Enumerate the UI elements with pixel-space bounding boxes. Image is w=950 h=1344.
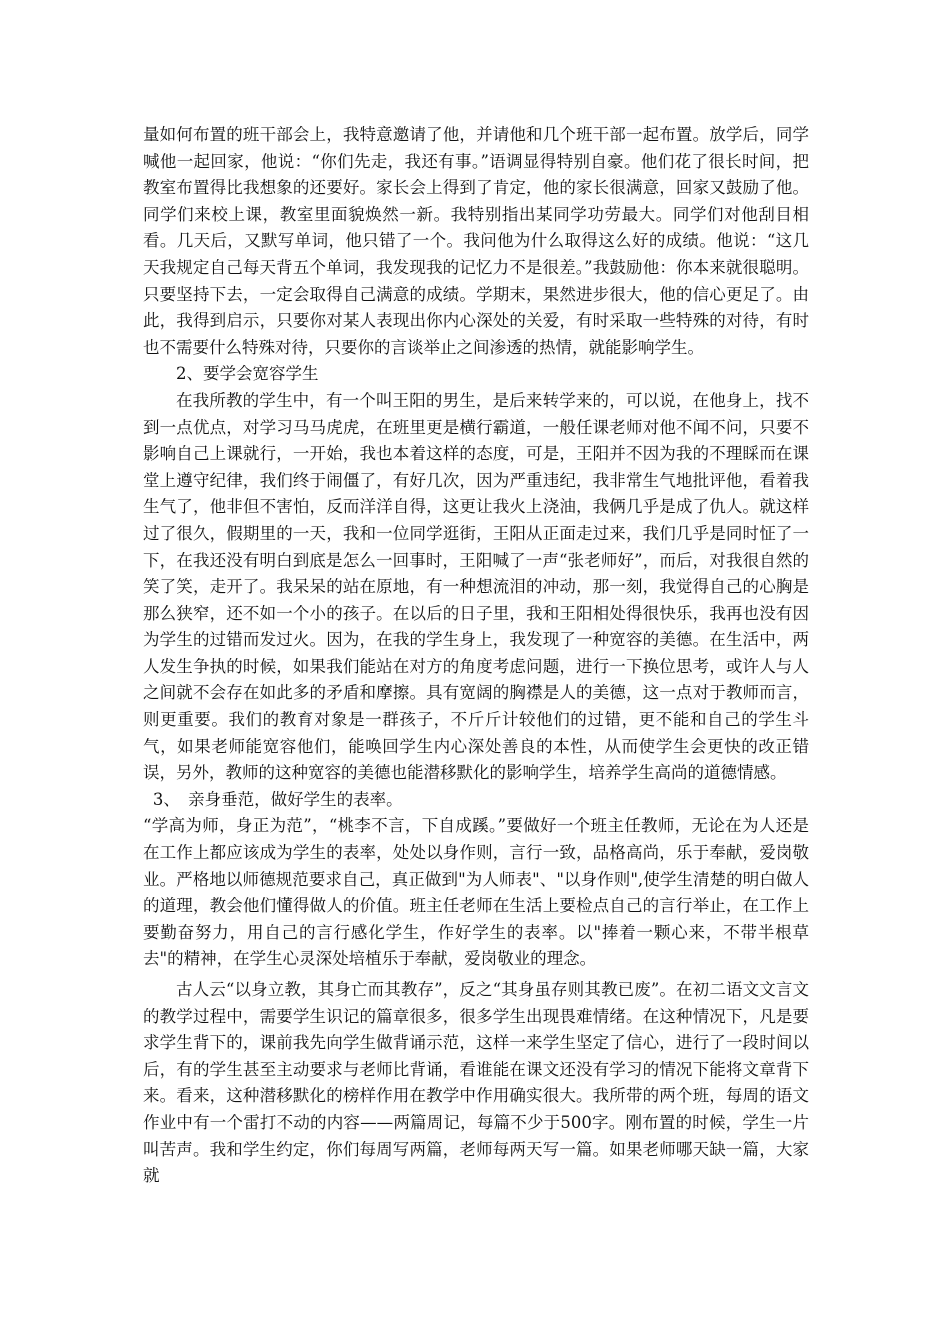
- paragraph-body: 古人云“以身立教，其身亡而其教存”，反之“其身虽存则其教已废”。在初二语文文言文的教学过程中，需要学生识记的篇章很多，很多学生出现畏难情绪。在这种情况下，凡是要求学生背下的，课前我先向学生做背诵示范，这样一来学生坚定了信心，进行了一段时间以后，有的学生甚至主动要求与老师比背诵，看谁能在课文还没有学习的情况下能将文章背下来。看来，这种潜移默化的榜样作用在教学中作用确实很大。我所带的两个班，每周的语文作业中有一个雷打不动的内容——两篇周记，每篇不少于500字。刚布置的时候，学生一片叫苦声。我和学生约定，你们每周写两篇，老师每两天写一篇。如果老师哪天缺一篇，大家就: [143, 980, 809, 1186]
- section-heading-3: 3、 亲身垂范，做好学生的表率。: [152, 789, 403, 809]
- paragraph-body: 在我所教的学生中，有一个叫王阳的男生，是后来转学来的，可以说，在他身上，找不到一点优点，对学习马马虎虎，在班里更是横行霸道，一般任课老师对他不闻不问，只要不影响自己上课就行，一开始，我也本着这样的态度，可是，王阳并不因为我的不理睬而在课堂上遵守纪律，我们终于闹僵了，有好几次，因为严重违纪，我非常生气地批评他，看着我生气了，他非但不害怕，反而洋洋自得，这更让我火上浇油，我俩几乎是成了仇人。就这样过了很久，假期里的一天，我和一位同学逛街，王阳从正面走过来，我们几乎是同时怔了一下，在我还没有明白到底是怎么一回事时，王阳喊了一声“张老师好”，而后，对我很自然的笑了笑，走开了。我呆呆的站在原地，有一种想流泪的冲动，那一刻，我觉得自己的心胸是那么狭窄，还不如一个小的孩子。在以后的日子里，我和王阳相处得很快乐，我再也没有因为学生的过错而发过火。因为，在我的学生身上，我发现了一种宽容的美德。在生活中，两人发生争执的时候，如果我们能站在对方的角度考虑问题，进行一下换位思考，或许人与人之间就不会存在如此多的矛盾和摩擦。具有宽阔的胸襟是人的美德，这一点对于教师而言，则更重要。我们的教育对象是一群孩子，不斤斤计较他们的过错，更不能和自己的学生斗气，如果老师能宽容他们，能唤回学生内心深处善良的本性，从而使学生会更快的改正错误，另外，教师的这种宽容的美德也能潜移默化的影响学生，培养学生高尚的道德情感。: [143, 390, 809, 783]
- section-heading-2: 2、要学会宽容学生: [176, 364, 319, 384]
- paragraph-body: 量如何布置的班干部会上，我特意邀请了他，并请他和几个班干部一起布置。放学后，同学喊他一起回家，他说：“你们先走，我还有事。”语调显得特别自豪。他们花了很长时间，把教室布置得比我想象的还要好。家长会上得到了肯定，他的家长很满意，回家又鼓励了他。同学们来校上课，教室里面貌焕然一新。我特别指出某同学功劳最大。同学们对他刮目相看。几天后，又默写单词，他只错了一个。我问他为什么取得这么好的成绩。他说：“这几天我规定自己每天背五个单词，我发现我的记忆力不是很差。”我鼓励他：你本来就很聪明。只要坚持下去，一定会取得自己满意的成绩。学期末，果然进步很大，他的信心更足了。由此，我得到启示，只要你对某人表现出你内心深处的关爱，有时采取一些特殊的对待，有时也不需要什么特殊对待，只要你的言谈举止之间渗透的热情，就能影响学生。: [143, 125, 809, 357]
- paragraph-body: “学高为师，身正为范”，“桃李不言，下自成蹊。”要做好一个班主任教师，无论在为人还是在工作上都应该成为学生的表率，处处以身作则，言行一致，品格高尚，乐于奉献，爱岗敬业。严格地以师德规范要求自己，真正做到"为人师表"、"以身作则",使学生清楚的明白做人的道理，教会他们懂得做人的价值。班主任老师在生活上要检点自己的言行举止，在工作上要勤奋努力，用自己的言行感化学生，作好学生的表率。以"捧着一颗心来，不带半根草去"的精神，在学生心灵深处培植乐于奉献，爱岗敬业的理念。: [143, 816, 809, 969]
- document-page: [143, 122, 809, 1190]
